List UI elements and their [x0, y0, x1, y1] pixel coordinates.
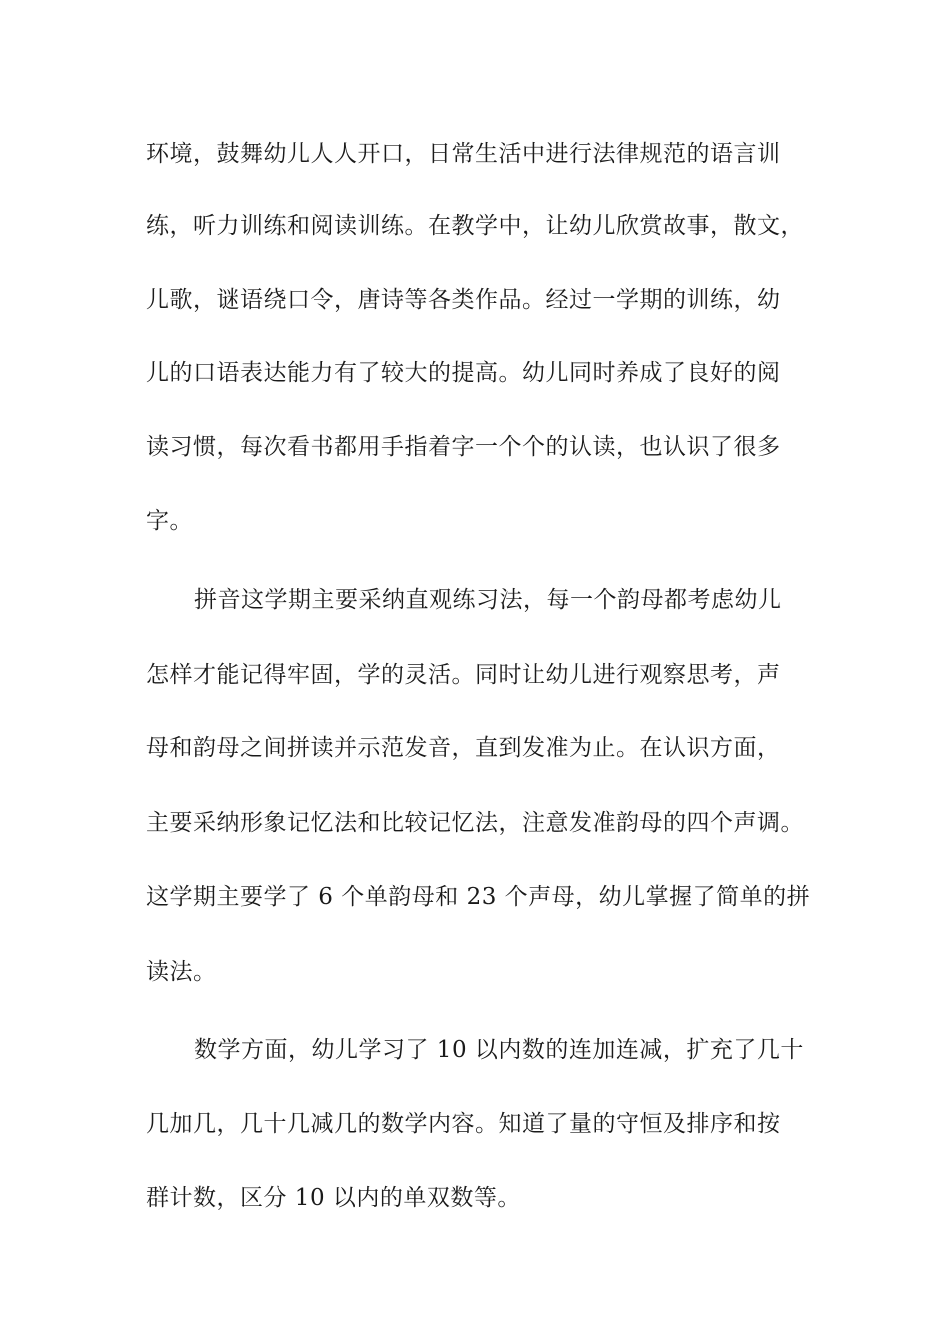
text-line: 母和韵母之间拼读并示范发音，直到发准为止。在认识方面， [146, 735, 781, 761]
text-line: 怎样才能记得牢固，学的灵活。同时让幼儿进行观察思考，声 [146, 662, 781, 688]
text-line: 练，听力训练和阅读训练。在教学中，让幼儿欣赏故事，散文， [146, 213, 804, 239]
text-line: 儿的口语表达能力有了较大的提高。幼儿同时养成了良好的阅 [146, 360, 781, 386]
text-line: 读习惯，每次看书都用手指着字一个个的认读，也认识了很多 [146, 434, 781, 460]
paragraph-first-line: 拼音这学期主要采纳直观练习法，每一个韵母都考虑幼儿 [194, 587, 782, 613]
text-line: 主要采纳形象记忆法和比较记忆法，注意发准韵母的四个声调。 [146, 810, 804, 836]
paragraph-first-line: 数学方面，幼儿学习了 10 以内数的连加连减，扩充了几十 [194, 1037, 804, 1063]
text-line: 几加几，几十几减几的数学内容。知道了量的守恒及排序和按 [146, 1111, 781, 1137]
text-line: 儿歌，谜语绕口令，唐诗等各类作品。经过一学期的训练，幼 [146, 287, 781, 313]
text-line: 字。 [146, 508, 193, 534]
text-line: 这学期主要学了 6 个单韵母和 23 个声母，幼儿掌握了简单的拼 [146, 884, 811, 910]
text-line: 读法。 [146, 959, 217, 985]
text-line: 环境，鼓舞幼儿人人开口，日常生活中进行法律规范的语言训 [146, 141, 781, 167]
text-line: 群计数，区分 10 以内的单双数等。 [146, 1185, 521, 1211]
